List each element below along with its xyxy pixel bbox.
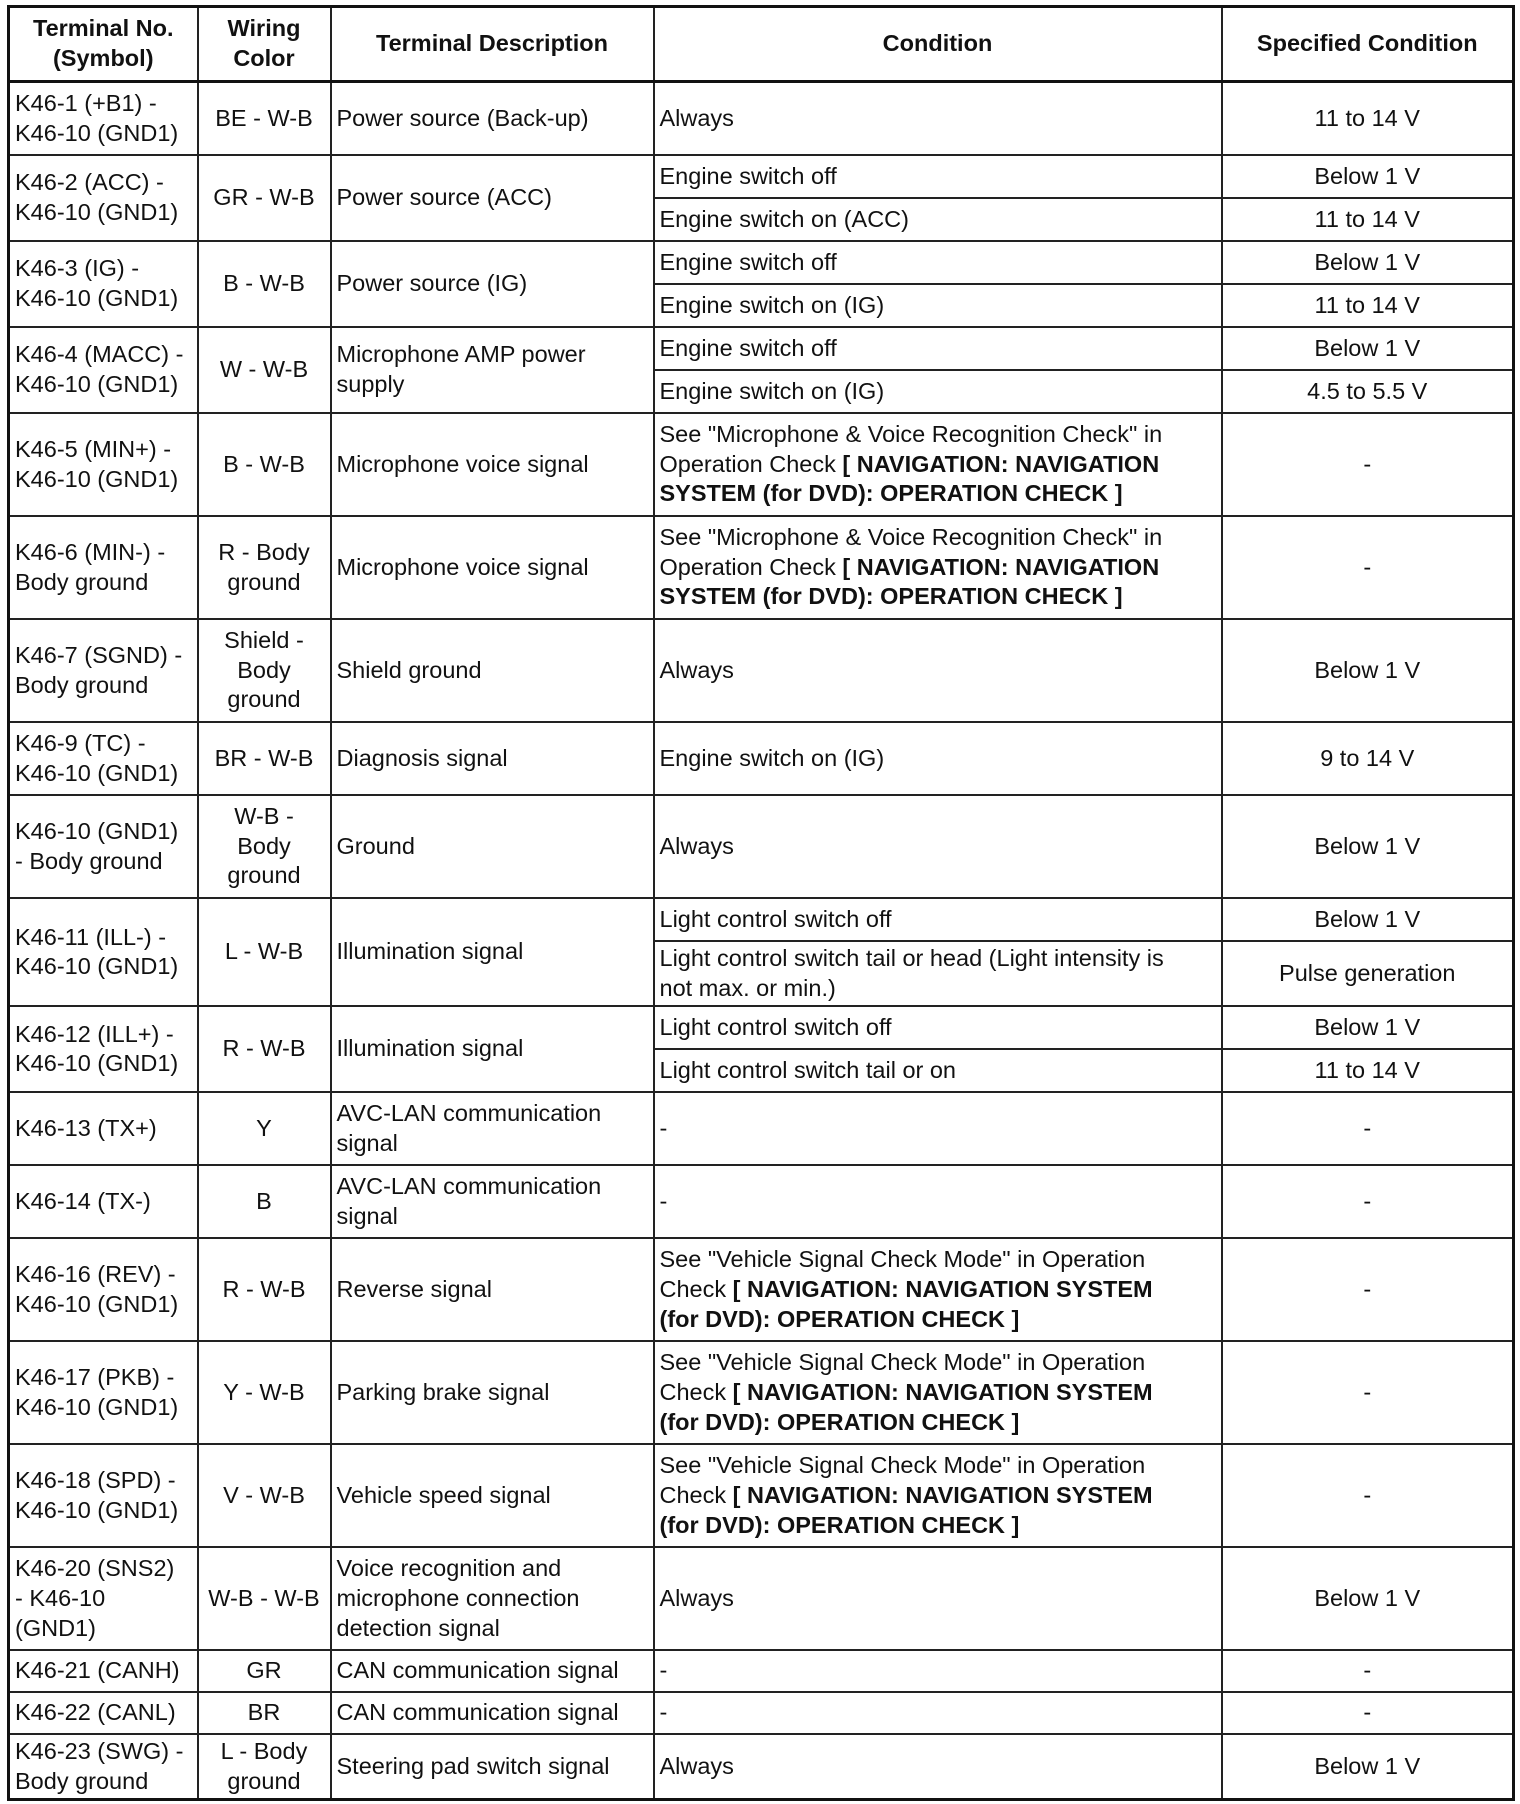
condition-cell [654,1006,1222,1049]
description-cell: Power source (ACC) [331,155,654,241]
terminal-cell: K46-3 (IG) - K46-10 (GND1) [9,241,198,327]
terminal-cell: K46-11 (ILL-) - K46-10 (GND1) [9,898,198,1006]
condition-text: See "Vehicle Signal Check Mode" in Operation Check [659,1349,1146,1405]
description-cell: CAN communication signal [331,1692,654,1734]
table-row [9,82,1514,156]
terminal-cell: K46-6 (MIN-) - Body ground [9,516,198,619]
condition-cell [654,619,1222,722]
description-cell: Parking brake signal [331,1341,654,1444]
wiring-color-cell: GR - W-B [198,155,331,241]
specified-condition-cell: Below 1 V [1222,795,1514,898]
condition-cell [654,241,1222,284]
header-wiring-color: Wiring Color [198,7,331,82]
specified-condition-cell: 9 to 14 V [1222,722,1514,795]
terminal-cell: K46-13 (TX+) [9,1092,198,1165]
specified-condition-cell: - [1222,1092,1514,1165]
condition-cell [654,1692,1222,1734]
table-row [9,1165,1514,1238]
operation-check-reference-link[interactable]: [ NAVIGATION: NAVIGATION SYSTEM (for DVD): OPERATION CHECK ] [659,1481,1153,1538]
wiring-color-cell: B - W-B [198,413,331,516]
condition-text: Engine switch on (IG) [659,744,885,771]
specified-condition-cell: Pulse generation [1222,941,1514,1006]
specified-condition-cell: - [1222,1165,1514,1238]
terminal-cell: K46-1 (+B1) - K46-10 (GND1) [9,82,198,156]
condition-cell [654,941,1222,1006]
specified-condition-cell: Below 1 V [1222,155,1514,198]
description-cell: CAN communication signal [331,1650,654,1692]
condition-text: - [659,1114,668,1141]
condition-text: See "Microphone & Voice Recognition Check" in Operation Check [659,421,1163,477]
condition-cell [654,1238,1222,1341]
table-row [9,1006,1514,1049]
condition-cell [654,516,1222,619]
wiring-color-cell: L - Body ground [198,1734,331,1800]
wiring-color-cell: Y [198,1092,331,1165]
specified-condition-cell: - [1222,1692,1514,1734]
wiring-color-cell: B [198,1165,331,1238]
wiring-color-cell: R - Body ground [198,516,331,619]
wiring-color-cell: R - W-B [198,1238,331,1341]
header-condition: Condition [654,7,1222,82]
table-row [9,1692,1514,1734]
condition-text: Always [659,656,734,683]
condition-cell [654,413,1222,516]
condition-text: Engine switch off [659,248,837,275]
condition-text: - [659,1657,668,1684]
header-row [9,7,1514,82]
condition-text: Light control switch tail or on [659,1056,957,1083]
wiring-color-cell: B - W-B [198,241,331,327]
table-row [9,327,1514,370]
description-cell: Microphone voice signal [331,516,654,619]
header-terminal-description: Terminal Description [331,7,654,82]
terminal-cell: K46-17 (PKB) - K46-10 (GND1) [9,1341,198,1444]
specified-condition-cell: Below 1 V [1222,1006,1514,1049]
condition-text: Engine switch off [659,162,837,189]
description-cell: Power source (IG) [331,241,654,327]
table-row [9,1734,1514,1800]
wiring-color-cell: L - W-B [198,898,331,1006]
terminal-cell: K46-23 (SWG) - Body ground [9,1734,198,1800]
wiring-color-cell: BE - W-B [198,82,331,156]
table-row [9,155,1514,198]
condition-cell [654,1049,1222,1092]
description-cell: Power source (Back-up) [331,82,654,156]
description-cell: Voice recognition and microphone connection detection signal [331,1547,654,1650]
description-cell: Reverse signal [331,1238,654,1341]
table-row [9,1650,1514,1692]
condition-cell [654,82,1222,156]
table-row [9,722,1514,795]
specified-condition-cell: - [1222,1341,1514,1444]
specified-condition-cell: Below 1 V [1222,1547,1514,1650]
condition-text: See "Vehicle Signal Check Mode" in Operation Check [659,1452,1146,1508]
wiring-color-cell: BR - W-B [198,722,331,795]
specified-condition-cell: 11 to 14 V [1222,284,1514,327]
specified-condition-cell: Below 1 V [1222,619,1514,722]
description-cell: Microphone AMP power supply [331,327,654,413]
condition-text: Engine switch on (IG) [659,291,885,318]
condition-text: Light control switch tail or head (Light intensity is not max. or min.) [659,945,1164,1001]
terminal-cell: K46-21 (CANH) [9,1650,198,1692]
specified-condition-cell: - [1222,1444,1514,1547]
condition-text: See "Vehicle Signal Check Mode" in Operation Check [659,1246,1146,1302]
operation-check-reference-link[interactable]: [ NAVIGATION: NAVIGATION SYSTEM (for DVD): OPERATION CHECK ] [659,1275,1153,1332]
table-row [9,1238,1514,1341]
condition-cell [654,1734,1222,1800]
table-body [9,82,1514,1800]
terminal-cell: K46-20 (SNS2) - K46-10 (GND1) [9,1547,198,1650]
terminal-table [7,5,1515,1801]
condition-cell [654,284,1222,327]
operation-check-reference-link[interactable]: [ NAVIGATION: NAVIGATION SYSTEM (for DVD): OPERATION CHECK ] [659,553,1160,610]
condition-text: Engine switch on (ACC) [659,205,909,232]
condition-cell [654,370,1222,413]
specified-condition-cell: - [1222,516,1514,619]
table-row [9,1444,1514,1547]
condition-cell [654,1650,1222,1692]
condition-text: Light control switch off [659,1013,892,1040]
condition-text: - [659,1187,668,1214]
condition-text: Light control switch off [659,905,892,932]
terminal-cell: K46-22 (CANL) [9,1692,198,1734]
condition-text: Always [659,832,734,859]
condition-text: - [659,1699,668,1726]
specified-condition-cell: 11 to 14 V [1222,82,1514,156]
terminal-cell: K46-9 (TC) - K46-10 (GND1) [9,722,198,795]
description-cell: Shield ground [331,619,654,722]
specified-condition-cell: - [1222,1650,1514,1692]
wiring-color-cell: GR [198,1650,331,1692]
wiring-color-cell: W-B - W-B [198,1547,331,1650]
table-row [9,516,1514,619]
condition-text: Engine switch off [659,334,837,361]
terminal-cell: K46-18 (SPD) - K46-10 (GND1) [9,1444,198,1547]
specified-condition-cell: 4.5 to 5.5 V [1222,370,1514,413]
operation-check-reference-link[interactable]: [ NAVIGATION: NAVIGATION SYSTEM (for DVD): OPERATION CHECK ] [659,1378,1153,1435]
specified-condition-cell: Below 1 V [1222,1734,1514,1800]
wiring-color-cell: W - W-B [198,327,331,413]
specified-condition-cell: - [1222,1238,1514,1341]
description-cell: Microphone voice signal [331,413,654,516]
terminal-cell: K46-10 (GND1) - Body ground [9,795,198,898]
terminal-cell: K46-7 (SGND) - Body ground [9,619,198,722]
condition-text: Always [659,1753,734,1780]
description-cell: Diagnosis signal [331,722,654,795]
table-row [9,413,1514,516]
condition-cell [654,198,1222,241]
terminal-cell: K46-16 (REV) - K46-10 (GND1) [9,1238,198,1341]
condition-text: Engine switch on (IG) [659,377,885,404]
wiring-color-cell: R - W-B [198,1006,331,1092]
specified-condition-cell: 11 to 14 V [1222,1049,1514,1092]
condition-cell [654,722,1222,795]
description-cell: Illumination signal [331,1006,654,1092]
specified-condition-cell: Below 1 V [1222,327,1514,370]
condition-cell [654,1444,1222,1547]
description-cell: AVC-LAN communication signal [331,1092,654,1165]
condition-cell [654,1165,1222,1238]
description-cell: Ground [331,795,654,898]
terminal-cell: K46-12 (ILL+) - K46-10 (GND1) [9,1006,198,1092]
table-row [9,241,1514,284]
table-row [9,1341,1514,1444]
condition-text: Always [659,104,734,131]
header-specified-condition: Specified Condition [1222,7,1514,82]
terminal-cell: K46-2 (ACC) - K46-10 (GND1) [9,155,198,241]
specified-condition-cell: Below 1 V [1222,241,1514,284]
specified-condition-cell: Below 1 V [1222,898,1514,941]
description-cell: Illumination signal [331,898,654,1006]
wiring-color-cell: Shield - Body ground [198,619,331,722]
table-row [9,795,1514,898]
condition-cell [654,327,1222,370]
terminal-cell: K46-14 (TX-) [9,1165,198,1238]
condition-cell [654,1092,1222,1165]
table-row [9,898,1514,941]
specified-condition-cell: - [1222,413,1514,516]
description-cell: Steering pad switch signal [331,1734,654,1800]
specified-condition-cell: 11 to 14 V [1222,198,1514,241]
wiring-color-cell: BR [198,1692,331,1734]
header-terminal: Terminal No. (Symbol) [9,7,198,82]
terminal-cell: K46-4 (MACC) - K46-10 (GND1) [9,327,198,413]
operation-check-reference-link[interactable]: [ NAVIGATION: NAVIGATION SYSTEM (for DVD): OPERATION CHECK ] [659,450,1160,507]
table-row [9,1092,1514,1165]
terminal-cell: K46-5 (MIN+) - K46-10 (GND1) [9,413,198,516]
condition-cell [654,155,1222,198]
wiring-color-cell: V - W-B [198,1444,331,1547]
condition-cell [654,795,1222,898]
description-cell: Vehicle speed signal [331,1444,654,1547]
condition-text: See "Microphone & Voice Recognition Check" in Operation Check [659,524,1163,580]
condition-cell [654,898,1222,941]
description-cell: AVC-LAN communication signal [331,1165,654,1238]
wiring-color-cell: W-B - Body ground [198,795,331,898]
table-row [9,1547,1514,1650]
condition-text: Always [659,1584,734,1611]
table-row [9,619,1514,722]
condition-cell [654,1341,1222,1444]
condition-cell [654,1547,1222,1650]
wiring-color-cell: Y - W-B [198,1341,331,1444]
